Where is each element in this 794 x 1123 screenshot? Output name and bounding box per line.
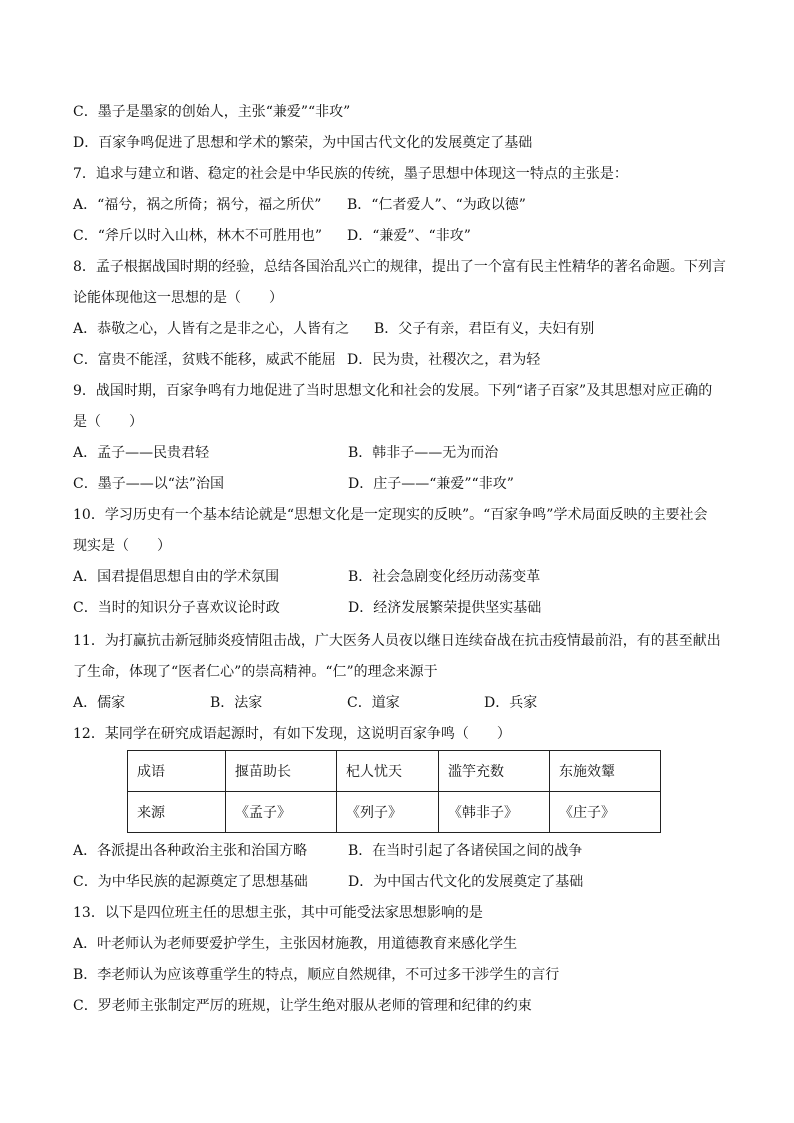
q13-stem: 13．以下是四位班主任的思想主张，其中可能受法家思想影响的是 [73, 905, 483, 921]
q9-stem-line-2: 是（ ） [73, 414, 143, 430]
q10-option-c: C．当时的知识分子喜欢议论时政 [73, 600, 280, 616]
q9-option-b: B．韩非子——无为而治 [348, 445, 499, 461]
q9-option-c: C．墨子——以“法”治国 [73, 476, 225, 492]
table-cell: 来源 [128, 792, 226, 833]
q11-option-a: A．儒家 [73, 695, 126, 711]
q13-option-b: B．李老师认为应该尊重学生的特点，顺应自然规律，不可过多干涉学生的言行 [73, 967, 560, 983]
table-cell: 成语 [128, 751, 226, 792]
q11-option-c: C．道家 [347, 695, 400, 711]
table-cell: 《韩非子》 [439, 792, 550, 833]
q8-option-c: C．富贵不能淫，贫贱不能移，威武不能屈 [73, 352, 336, 368]
q10-stem-line-2: 现实是（ ） [73, 538, 171, 554]
q8-option-d: D．民为贵，社稷次之，君为轻 [347, 352, 541, 368]
q12-option-d: D．为中国古代文化的发展奠定了基础 [348, 874, 584, 890]
q10-option-d: D．经济发展繁荣提供坚实基础 [348, 600, 542, 616]
table-cell: 东施效颦 [550, 751, 661, 792]
q11-stem-line-1: 11．为打赢抗击新冠肺炎疫情阻击战，广大医务人员夜以继日连续奋战在抗击疫情最前沿，有的甚至献出 [73, 633, 721, 649]
q13-option-a: A．叶老师认为老师要爱护学生，主张因材施教，用道德教育来感化学生 [73, 936, 518, 952]
q9-stem-line-1: 9．战国时期，百家争鸣有力地促进了当时思想文化和社会的发展。下列“诸子百家”及其思想对应正确的 [73, 383, 713, 399]
q7-stem: 7．追求与建立和谐、稳定的社会是中华民族的传统，墨子思想中体现这一特点的主张是： [73, 166, 628, 182]
q7-option-d: D．“兼爱”、“非攻” [347, 228, 471, 244]
table-cell: 《孟子》 [226, 792, 337, 833]
table-row [128, 751, 661, 792]
q10-stem-line-1: 10．学习历史有一个基本结论就是“思想文化是一定现实的反映”。“百家争鸣”学术局面反映的主要社会 [73, 507, 708, 523]
q13-option-c: C．罗老师主张制定严厉的班规，让学生绝对服从老师的管理和纪律的约束 [73, 998, 532, 1014]
q12-option-a: A．各派提出各种政治主张和治国方略 [73, 843, 308, 859]
idiom-source-table [127, 750, 661, 833]
q6-option-d: D．百家争鸣促进了思想和学术的繁荣，为中国古代文化的发展奠定了基础 [73, 135, 533, 151]
table-cell: 揠苗助长 [226, 751, 337, 792]
table-row [128, 792, 661, 833]
table-cell: 《庄子》 [550, 792, 661, 833]
q10-option-b: B．社会急剧变化经历动荡变革 [348, 569, 541, 585]
q10-option-a: A．国君提倡思想自由的学术氛围 [73, 569, 280, 585]
q8-option-b: B．父子有亲，君臣有义，夫妇有别 [374, 321, 595, 337]
q9-option-d: D．庄子——“兼爱”“非攻” [348, 476, 514, 492]
table-cell: 滥竽充数 [439, 751, 550, 792]
q8-stem-line-2: 论能体现他这一思想的是（ ） [73, 290, 283, 306]
q12-option-c: C．为中华民族的起源奠定了思想基础 [73, 874, 308, 890]
table-cell: 《列子》 [337, 792, 439, 833]
q7-option-a: A．“福兮，祸之所倚；祸兮，福之所伏” [73, 197, 322, 213]
q9-option-a: A．孟子——民贵君轻 [73, 445, 210, 461]
q8-stem-line-1: 8．孟子根据战国时期的经验，总结各国治乱兴亡的规律，提出了一个富有民主性精华的著名命题。下列言 [73, 259, 726, 275]
q7-option-c: C．“斧斤以时入山林，林木不可胜用也” [73, 228, 323, 244]
q6-option-c: C．墨子是墨家的创始人，主张“兼爱”“非攻” [73, 104, 351, 120]
q12-option-b: B．在当时引起了各诸侯国之间的战争 [348, 843, 583, 859]
q7-option-b: B．“仁者爱人”、“为政以德” [347, 197, 526, 213]
q11-option-d: D．兵家 [484, 695, 538, 711]
q11-option-b: B．法家 [210, 695, 263, 711]
q12-stem: 12．某同学在研究成语起源时，有如下发现，这说明百家争鸣（ ） [73, 726, 511, 742]
q8-option-a: A．恭敬之心，人皆有之是非之心，人皆有之 [73, 321, 350, 337]
q11-stem-line-2: 了生命，体现了“医者仁心”的崇高精神。“仁”的理念来源于 [73, 664, 438, 680]
table-cell: 杞人忧天 [337, 751, 439, 792]
